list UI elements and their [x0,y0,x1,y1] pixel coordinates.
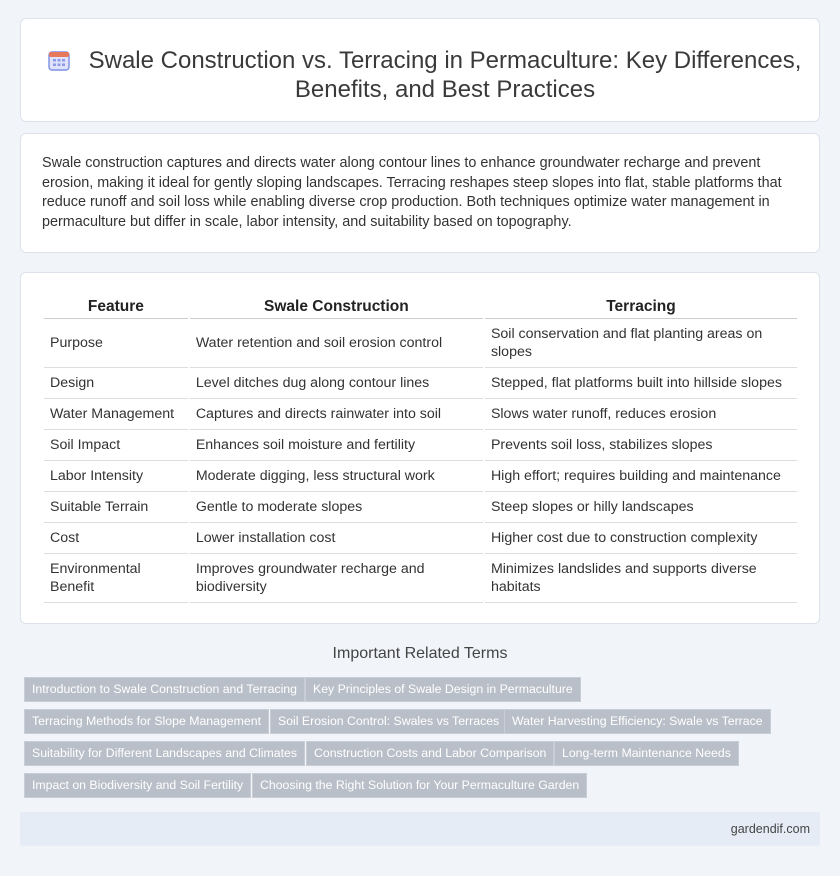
table-row [44,319,797,368]
terracing-cell: Minimizes landslides and supports diverse habitats [485,554,797,603]
table-row [44,554,797,603]
feature-cell: Cost [44,523,188,554]
feature-cell: Labor Intensity [44,461,188,492]
footer [20,812,820,846]
related-term-chip[interactable]: Impact on Biodiversity and Soil Fertility [24,773,251,798]
related-term-chip[interactable]: Introduction to Swale Construction and Terracing [24,677,305,702]
table-row [44,368,797,399]
feature-cell: Design [44,368,188,399]
related-term-chip[interactable]: Suitability for Different Landscapes and Climates [24,741,305,766]
related-term-chip[interactable]: Key Principles of Swale Design in Permaculture [305,677,581,702]
related-term-chip[interactable]: Terracing Methods for Slope Management [24,709,269,734]
swale-cell: Enhances soil moisture and fertility [190,430,483,461]
terracing-cell: Slows water runoff, reduces erosion [485,399,797,430]
terracing-cell: Higher cost due to construction complexity [485,523,797,554]
table-row [44,523,797,554]
swale-cell: Captures and directs rainwater into soil [190,399,483,430]
terracing-cell: Stepped, flat platforms built into hillside slopes [485,368,797,399]
table-header-row [44,297,797,319]
calendar-icon [48,49,70,71]
comparison-table-card [20,272,820,624]
swale-cell: Moderate digging, less structural work [190,461,483,492]
related-term-chip[interactable]: Soil Erosion Control: Swales vs Terraces [270,709,507,734]
header-swale: Swale Construction [190,297,483,319]
swale-cell: Lower installation cost [190,523,483,554]
table-row [44,399,797,430]
swale-cell: Level ditches dug along contour lines [190,368,483,399]
intro-paragraph: Swale construction captures and directs water along contour lines to enhance groundwater recharge and prevent erosion, making it ideal for gently sloping landscapes. Terracing reshapes steep slopes into flat, stable platforms that reduce runoff and soil loss while enabling diverse crop production. Both techniques optimize water management in permaculture but differ in scale, labor intensity, and suitability based on topography. [42,155,782,230]
feature-cell: Water Management [44,399,188,430]
terracing-cell: Soil conservation and flat planting areas on slopes [485,319,797,368]
table-row [44,461,797,492]
comparison-table [42,297,799,603]
related-terms-heading: Important Related Terms [332,645,508,662]
feature-cell: Soil Impact [44,430,188,461]
feature-cell: Purpose [44,319,188,368]
terracing-cell: Steep slopes or hilly landscapes [485,492,797,523]
swale-cell: Gentle to moderate slopes [190,492,483,523]
intro-card [20,133,820,253]
page-title: Swale Construction vs. Terracing in Permaculture: Key Differences, Benefits, and Best Practices [88,47,802,103]
title-card [20,18,820,122]
header-feature: Feature [44,297,188,319]
related-term-chip[interactable]: Long-term Maintenance Needs [554,741,739,766]
feature-cell: Suitable Terrain [44,492,188,523]
table-row [44,430,797,461]
related-term-chip[interactable]: Construction Costs and Labor Comparison [306,741,554,766]
terracing-cell: Prevents soil loss, stabilizes slopes [485,430,797,461]
swale-cell: Water retention and soil erosion control [190,319,483,368]
related-term-chip[interactable]: Water Harvesting Efficiency: Swale vs Terrace [504,709,771,734]
header-terracing: Terracing [485,297,797,319]
table-row [44,492,797,523]
terracing-cell: High effort; requires building and maintenance [485,461,797,492]
feature-cell: Environmental Benefit [44,554,188,603]
swale-cell: Improves groundwater recharge and biodiversity [190,554,483,603]
related-term-chip[interactable]: Choosing the Right Solution for Your Permaculture Garden [252,773,587,798]
footer-site-name[interactable]: gardendif.com [730,822,810,836]
